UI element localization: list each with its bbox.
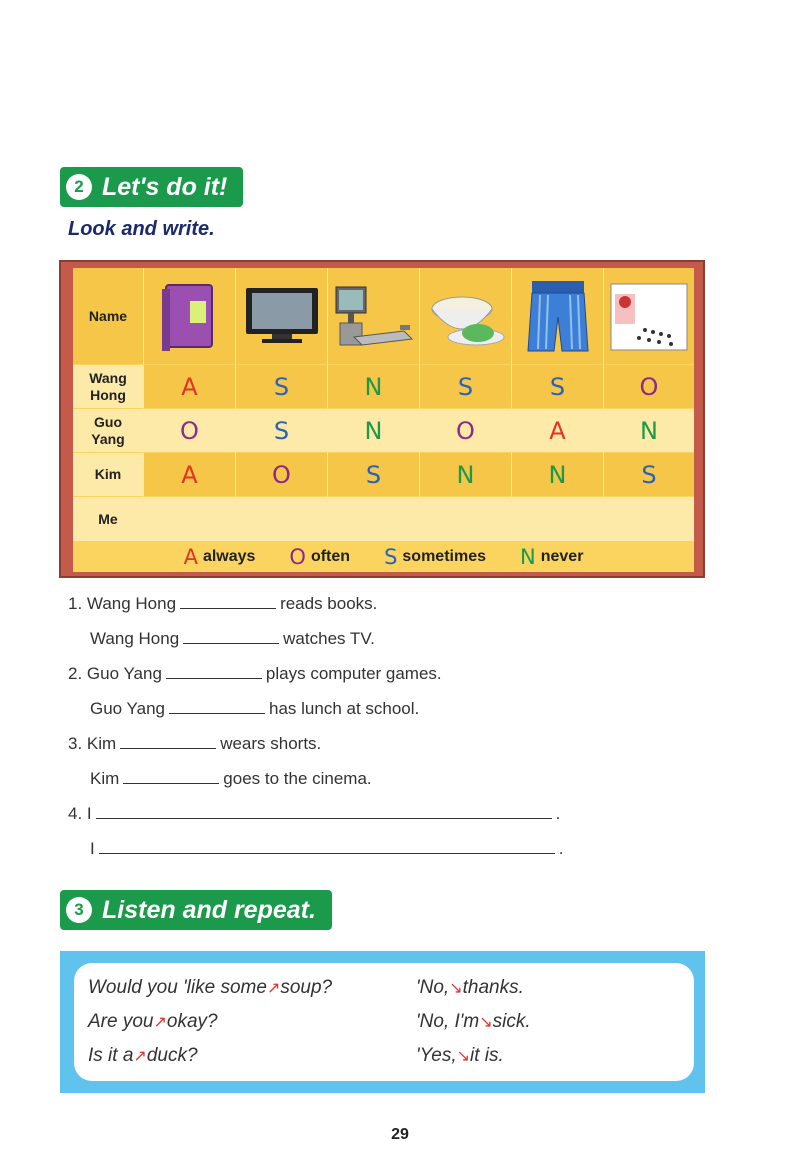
sentence-number: 4.: [68, 804, 87, 823]
answer-blank[interactable]: [169, 701, 265, 714]
frequency-mark: O: [419, 408, 511, 452]
frequency-mark: A: [511, 408, 603, 452]
section-title: Let's do it!: [102, 172, 228, 201]
rising-intonation-icon: ↗: [266, 980, 281, 997]
section-heading-listen-and-repeat: [60, 890, 332, 930]
answer-blank[interactable]: [166, 666, 262, 679]
frequency-mark: A: [143, 452, 235, 496]
question-text: Would you 'like some: [88, 977, 267, 998]
answer-blank[interactable]: [99, 841, 555, 854]
page-number: 29: [391, 1126, 409, 1143]
question-line: [88, 1045, 198, 1067]
sentence-item: [68, 594, 377, 614]
frequency-mark[interactable]: [419, 496, 511, 541]
frequency-mark: O: [143, 408, 235, 452]
frequency-mark[interactable]: [603, 496, 694, 541]
answer-text: 'Yes,: [416, 1045, 457, 1066]
row-name: Me: [73, 496, 143, 541]
sentence-subject: Kim: [90, 769, 120, 788]
sentence-item: [68, 664, 442, 684]
row-name: Guo Yang: [73, 408, 143, 452]
sentence-subject: Guo Yang: [86, 664, 162, 683]
cinema-icon: [603, 268, 694, 364]
tv-icon: [235, 268, 327, 364]
question-text: Are you: [88, 1011, 154, 1032]
question-line: [88, 1011, 218, 1033]
frequency-mark: S: [235, 408, 327, 452]
row-name: Wang Hong: [73, 364, 143, 408]
frequency-mark: N: [327, 408, 419, 452]
frequency-mark: N: [511, 452, 603, 496]
answer-text: 'No,: [416, 977, 450, 998]
sentence-rest: reads books.: [280, 594, 378, 613]
frequency-mark: O: [235, 452, 327, 496]
sentence-subject: Guo Yang: [90, 699, 165, 718]
legend-item: [184, 545, 256, 569]
sentence-rest: has lunch at school.: [269, 699, 420, 718]
legend-mark: N: [520, 544, 536, 569]
answer-line: [416, 1045, 504, 1067]
legend-label: never: [540, 547, 584, 565]
sentence-item: [90, 699, 419, 719]
section-title: Listen and repeat.: [102, 895, 316, 924]
answer-line: [416, 1011, 531, 1033]
frequency-mark: N: [419, 452, 511, 496]
row-name: Kim: [73, 452, 143, 496]
table-body: [73, 268, 694, 572]
sentence-number: 3.: [68, 734, 87, 753]
sentence-rest: goes to the cinema.: [223, 769, 372, 788]
rising-intonation-icon: ↗: [153, 1014, 167, 1031]
sentence-rest: wears shorts.: [220, 734, 322, 753]
legend-mark: S: [384, 544, 398, 569]
falling-intonation-icon: ↘: [456, 1048, 471, 1065]
answer-blank[interactable]: [96, 806, 552, 819]
sentence-item: [68, 734, 321, 754]
legend-label: sometimes: [402, 547, 486, 565]
answer-blank[interactable]: [120, 736, 216, 749]
legend-label: often: [310, 547, 351, 565]
sentence-subject: I: [86, 804, 92, 823]
sentence-subject: I: [90, 839, 95, 858]
frequency-mark: N: [327, 364, 419, 408]
answer-blank[interactable]: [180, 596, 276, 609]
sentence-rest: plays computer games.: [265, 664, 442, 683]
sentence-item: [90, 769, 372, 789]
frequency-mark: S: [327, 452, 419, 496]
question-text: Is it a: [88, 1045, 134, 1066]
legend-mark: A: [183, 544, 198, 569]
frequency-mark: O: [603, 364, 694, 408]
sentence-number: 1.: [68, 594, 87, 613]
frequency-mark[interactable]: [511, 496, 603, 541]
name-header: Name: [73, 268, 143, 364]
answer-line: [416, 977, 524, 999]
answer-text: thanks.: [462, 977, 524, 998]
sentence-rest: .: [558, 839, 564, 858]
legend-label: always: [202, 547, 256, 565]
rising-intonation-icon: ↗: [133, 1048, 147, 1065]
legend: [73, 541, 694, 572]
section-number: 2: [66, 174, 92, 200]
frequency-mark: S: [511, 364, 603, 408]
legend-mark: O: [289, 544, 306, 569]
answer-text: it is.: [470, 1045, 504, 1066]
sentence-subject: Wang Hong: [86, 594, 177, 613]
answer-text: sick.: [492, 1011, 531, 1032]
falling-intonation-icon: ↘: [449, 980, 463, 997]
legend-item: [520, 545, 583, 569]
frequency-mark: S: [603, 452, 694, 496]
sentence-subject: Wang Hong: [90, 629, 180, 648]
sentence-item: [90, 629, 375, 649]
frequency-mark: A: [143, 364, 235, 408]
frequency-mark: S: [235, 364, 327, 408]
sentence-item: [90, 839, 563, 859]
frequency-mark[interactable]: [143, 496, 235, 541]
frequency-mark[interactable]: [327, 496, 419, 541]
frequency-table: [59, 260, 705, 578]
section-number: 3: [66, 897, 92, 923]
frequency-mark: S: [419, 364, 511, 408]
answer-blank[interactable]: [123, 771, 219, 784]
question-line: [88, 977, 332, 999]
frequency-mark: N: [603, 408, 694, 452]
question-text: soup?: [280, 977, 333, 998]
question-text: okay?: [166, 1011, 218, 1032]
falling-intonation-icon: ↘: [479, 1014, 493, 1031]
sentence-rest: .: [555, 804, 561, 823]
lunch-icon: [419, 268, 511, 364]
sentence-rest: watches TV.: [283, 629, 375, 648]
answer-text: 'No, I'm: [416, 1011, 480, 1032]
listen-repeat-box: [60, 951, 705, 1093]
answer-blank[interactable]: [183, 631, 279, 644]
legend-item: [289, 545, 350, 569]
section-heading-lets-do-it: [60, 167, 243, 207]
legend-item: [384, 545, 486, 569]
listen-repeat-content: [74, 963, 694, 1081]
computer-icon: [327, 268, 419, 364]
sentence-subject: Kim: [86, 734, 117, 753]
book-icon: [143, 268, 235, 364]
question-text: duck?: [146, 1045, 198, 1066]
sentence-item: [68, 804, 560, 824]
frequency-mark[interactable]: [235, 496, 327, 541]
shorts-icon: [511, 268, 603, 364]
instruction: Look and write.: [68, 218, 215, 240]
sentence-number: 2.: [68, 664, 87, 683]
